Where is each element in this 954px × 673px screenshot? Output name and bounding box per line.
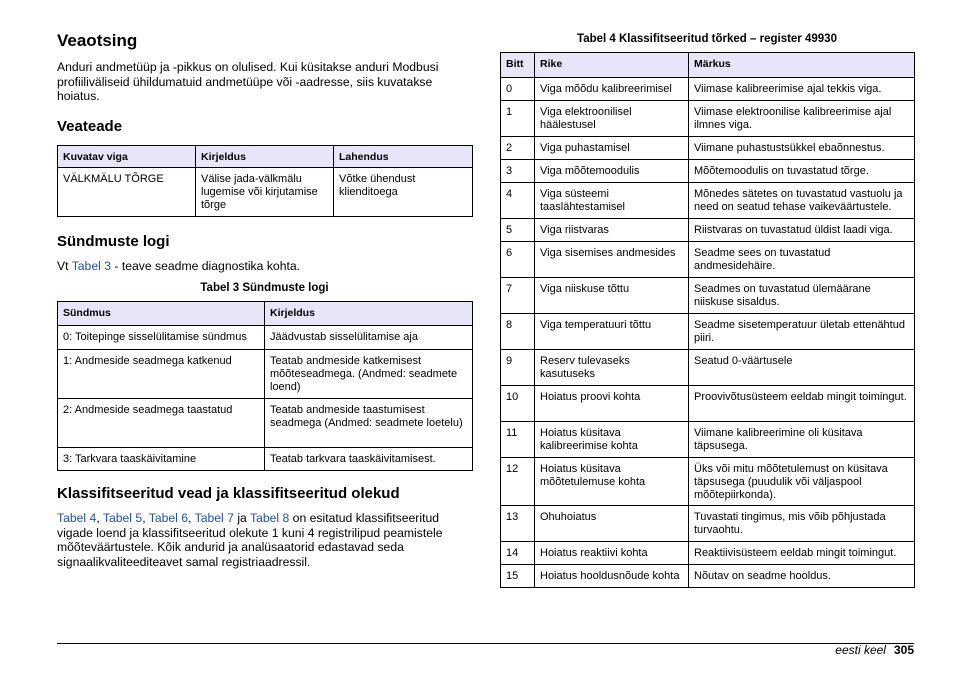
table-cell: Hoiatus reaktiivi kohta (535, 542, 689, 565)
classified-section-title: Klassifitseeritud vead ja klassifitseeritud olekud (57, 485, 400, 502)
table-header-row (58, 302, 473, 326)
footer-divider (57, 643, 914, 644)
intro-paragraph: Anduri andmetüüp ja -pikkus on olulised. Kui küsitakse anduri Modbusi profiiliväliseid ühildumatuid andmetüüpe või -aadresse, siis kuvatakse hoiatus. (57, 60, 439, 103)
table-cell: Hoiatus hooldusnõude kohta (535, 565, 689, 588)
table-header-row (501, 53, 915, 78)
table-cell: Viga mõõdu kalibreerimisel (535, 78, 689, 101)
table-row (501, 314, 915, 350)
table-4-caption: Tabel 4 Klassifitseeritud tõrked – register 49930 (577, 33, 837, 45)
table-cell: Viga süsteemi taaslähtestamisel (535, 183, 689, 219)
table-cell: Tuvastati tingimus, mis võib põhjustada turvaohtu. (689, 506, 915, 542)
table-cell: Viimase elektroonilise kalibreerimise ajal ilmnes viga. (689, 101, 915, 137)
table-cell: Seadmes on tuvastatud ülemäärane niiskuse sisaldus. (689, 278, 915, 314)
table-cell: Viimane puhastustsükkel ebaõnnestus. (689, 137, 915, 160)
table-header-cell: Rike (535, 53, 689, 78)
separator: ja (233, 511, 250, 525)
table-row (501, 78, 915, 101)
event-log-reference (57, 259, 467, 274)
table-cell: 0 (501, 78, 535, 101)
table-cell: 14 (501, 542, 535, 565)
table-cell: Viga mõõtemoodulis (535, 160, 689, 183)
table-cell: 7 (501, 278, 535, 314)
table-row (501, 242, 915, 278)
table-cell: Mõõtemoodulis on tuvastatud tõrge. (689, 160, 915, 183)
tabel-3-link[interactable]: Tabel 3 (71, 259, 111, 273)
table-cell: Reaktiivisüsteem eeldab mingit toimingut. (689, 542, 915, 565)
table-cell: Viga riistvaras (535, 219, 689, 242)
table-row (58, 326, 473, 350)
table-row (501, 458, 915, 506)
table-cell: Viga niiskuse tõttu (535, 278, 689, 314)
table-cell: 5 (501, 219, 535, 242)
table-header-cell: Lahendus (334, 146, 473, 168)
table-header-cell: Kuvatav viga (58, 146, 196, 168)
table-header-cell: Kirjeldus (196, 146, 334, 168)
table-cell: 4 (501, 183, 535, 219)
table-cell: 10 (501, 386, 535, 422)
footer-language: eesti keel (835, 643, 886, 657)
event-log-section-title: Sündmuste logi (57, 233, 170, 250)
page-footer (835, 643, 914, 657)
table-header-cell: Sündmus (58, 302, 265, 326)
table-cell: 2 (501, 137, 535, 160)
table-row (58, 399, 473, 448)
table-cell: 2: Andmeside seadmega taastatud (58, 399, 265, 448)
table-cell: 8 (501, 314, 535, 350)
table-cell: 1: Andmeside seadmega katkenud (58, 350, 265, 399)
table-row (501, 565, 915, 588)
table-row (58, 350, 473, 399)
table-cell: Seadme sees on tuvastatud andmesidehäire. (689, 242, 915, 278)
table-cell: Ohuhoiatus (535, 506, 689, 542)
table-cell: Proovivõtusüsteem eeldab mingit toimingut. (689, 386, 915, 422)
table-cell: 0: Toitepinge sisselülitamise sündmus (58, 326, 265, 350)
table-cell: 1 (501, 101, 535, 137)
table-cell: Viimane kalibreerimine oli küsitava täpsusega. (689, 422, 915, 458)
table-cell: Võtke ühendust klienditoega (334, 168, 473, 217)
classified-errors-table (500, 52, 915, 588)
table-cell: Viimase kalibreerimise ajal tekkis viga. (689, 78, 915, 101)
table-cell: 15 (501, 565, 535, 588)
table-row (501, 386, 915, 422)
table-cell: 6 (501, 242, 535, 278)
table-cell: 3: Tarkvara taaskäivitamine (58, 448, 265, 471)
table-cell: Jäädvustab sisselülitamise aja (265, 326, 473, 350)
table-cell: Hoiatus proovi kohta (535, 386, 689, 422)
table-row (58, 448, 473, 471)
classified-paragraph (57, 511, 469, 569)
table-cell: 12 (501, 458, 535, 506)
table-header-cell: Bitt (501, 53, 535, 78)
event-log-table (57, 301, 473, 471)
separator: , (188, 511, 195, 525)
reference-suffix: - teave seadme diagnostika kohta. (111, 259, 301, 273)
table-cell: 9 (501, 350, 535, 386)
table-header-cell: Kirjeldus (265, 302, 473, 326)
separator: , (96, 511, 103, 525)
tabel-4-link[interactable]: Tabel 4 (57, 511, 97, 525)
table-row (501, 219, 915, 242)
table-cell: Teatab andmeside katkemisest mõõteseadmega. (Andmed: seadmete loend) (265, 350, 473, 399)
tabel-5-link[interactable]: Tabel 5 (102, 511, 143, 525)
table-cell: 11 (501, 422, 535, 458)
table-cell: Välise jada-välkmälu lugemise või kirjutamise tõrge (196, 168, 334, 217)
table-row (501, 160, 915, 183)
tabel-7-link[interactable]: Tabel 7 (194, 511, 234, 525)
table-cell: 13 (501, 506, 535, 542)
table-row (501, 506, 915, 542)
page-number: 305 (893, 643, 914, 657)
table-row (501, 422, 915, 458)
table-row (501, 350, 915, 386)
page-title: Veaotsing (57, 31, 138, 50)
table-cell: Riistvaras on tuvastatud üldist laadi viga. (689, 219, 915, 242)
table-cell: Seadme sisetemperatuur ületab ettenähtud piiri. (689, 314, 915, 350)
table-cell: Hoiatus küsitava mõõtetulemuse kohta (535, 458, 689, 506)
table-cell: Nõutav on seadme hooldus. (689, 565, 915, 588)
table-cell: Mõnedes sätetes on tuvastatud vastuolu ja need on seatud tehase vaikeväärtustele. (689, 183, 915, 219)
tabel-8-link[interactable]: Tabel 8 (249, 511, 290, 525)
table-3-caption: Tabel 3 Sündmuste logi (200, 282, 329, 294)
tabel-6-link[interactable]: Tabel 6 (148, 511, 189, 525)
table-row (501, 101, 915, 137)
table-cell: Teatab andmeside taastumisest seadmega (Andmed: seadmete loetelu) (265, 399, 473, 448)
table-cell: Seatud 0-väärtusele (689, 350, 915, 386)
table-row (501, 137, 915, 160)
table-cell: Hoiatus küsitava kalibreerimise kohta (535, 422, 689, 458)
table-header-cell: Märkus (689, 53, 915, 78)
table-cell: VÄLKMÄLU TÕRGE (58, 168, 196, 217)
table-cell: Teatab tarkvara taaskäivitamisest. (265, 448, 473, 471)
table-row (501, 278, 915, 314)
classified-text: on esitatud klassifitseeritud vigade loend ja klassifitseeritud olekute 1 kuni 4 registrilipud peamistele mõõteväärtustele. Kõik andurid ja analüsaatorid edastavad seda signaalikvaliteediteavet samal registriaadressil. (57, 511, 443, 569)
table-cell: Viga sisemises andmesides (535, 242, 689, 278)
table-row (58, 168, 473, 217)
table-cell: Viga elektroonilisel häälestusel (535, 101, 689, 137)
table-cell: 3 (501, 160, 535, 183)
table-header-row (58, 146, 473, 168)
table-cell: Üks või mitu mõõtetulemust on küsitava täpsusega (puudulik või väljaspool mõõtepiirkonda). (689, 458, 915, 506)
table-cell: Viga temperatuuri tõttu (535, 314, 689, 350)
table-row (501, 542, 915, 565)
table-cell: Viga puhastamisel (535, 137, 689, 160)
separator: , (142, 511, 149, 525)
reference-prefix: Vt (57, 259, 72, 273)
table-cell: Reserv tulevaseks kasutuseks (535, 350, 689, 386)
table-row (501, 183, 915, 219)
error-section-title: Veateade (57, 118, 123, 135)
error-message-table (57, 145, 473, 217)
